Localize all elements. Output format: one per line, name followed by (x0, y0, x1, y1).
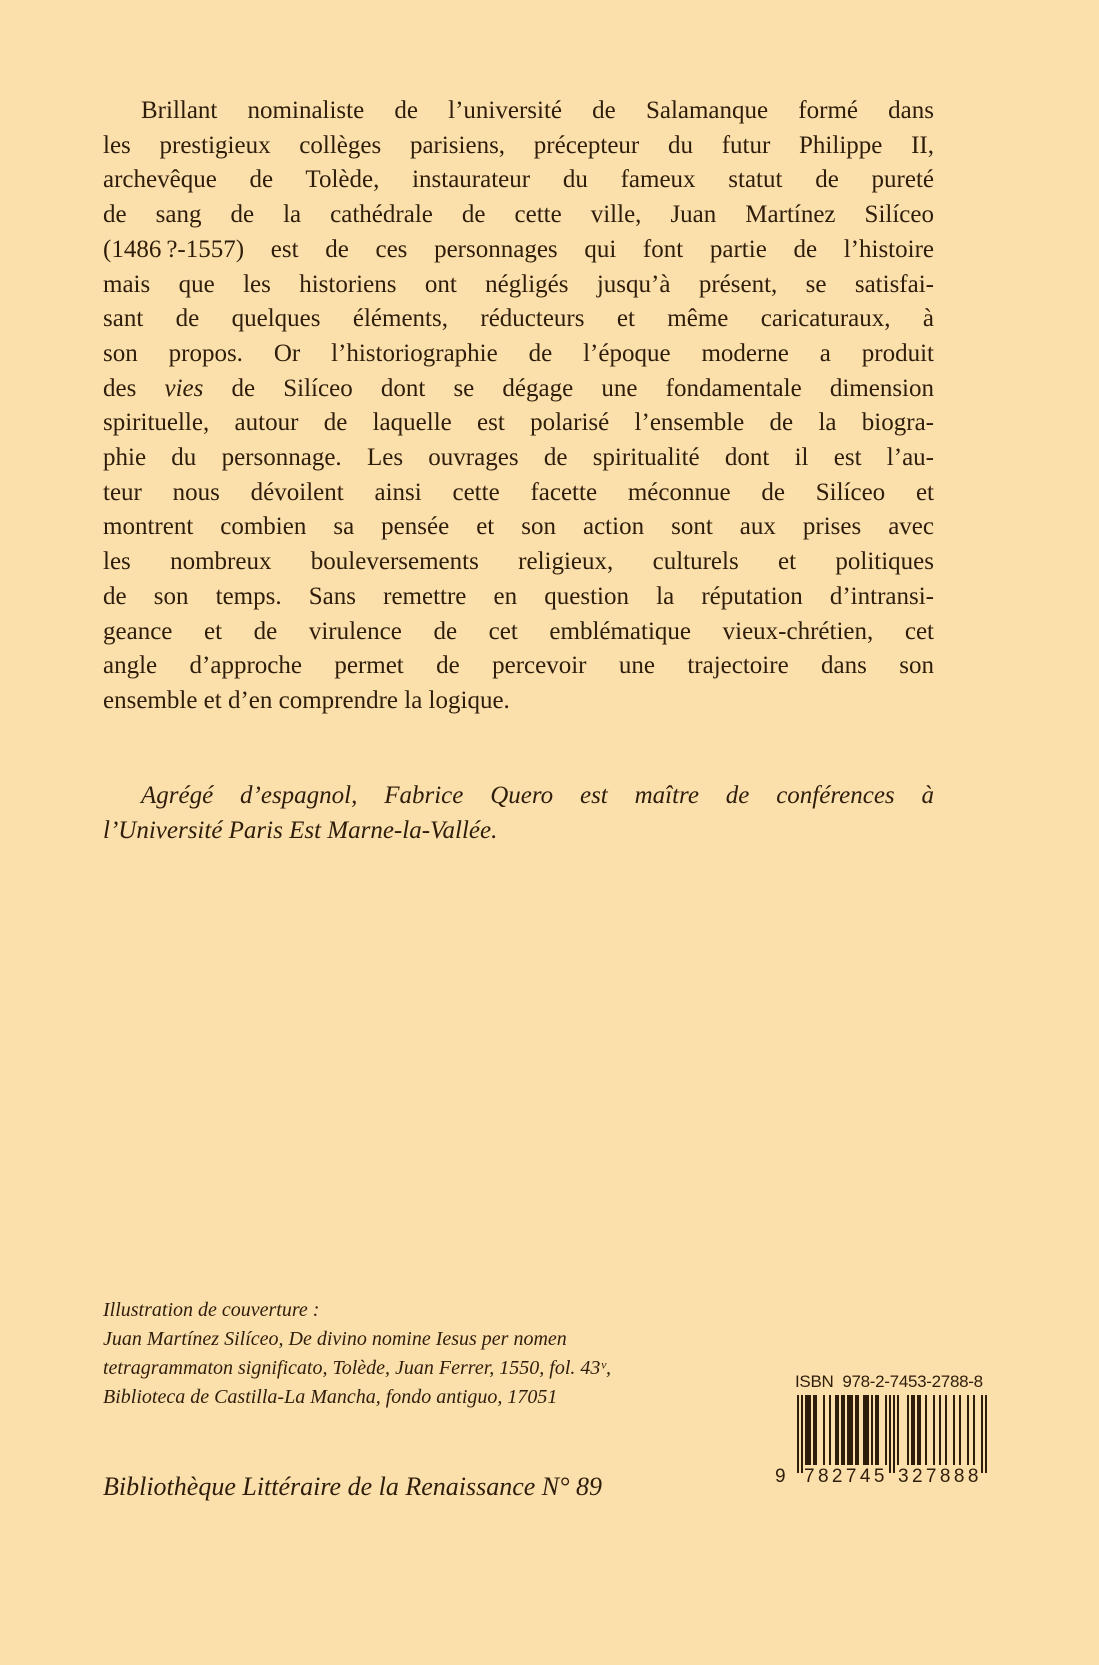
isbn-block (775, 1372, 1000, 1500)
isbn-number: ISBN 978-2-7453-2788-8 (795, 1372, 983, 1391)
text-line: l’Université Paris Est Marne-la-Vallée. (103, 816, 498, 844)
text-line: de sang de la cathédrale de cette ville, Juan Martínez Silíceo (103, 201, 934, 229)
text-line: Brillant nominaliste de l’université de Salamanque formé dans (141, 97, 934, 124)
text-line: Illustration de couverture : (103, 1299, 320, 1321)
text-line: montrent combien sa pensée et son action sont aux prises avec (103, 513, 934, 541)
barcode-digit-first: 9 (775, 1466, 786, 1487)
cover-illustration-credit (103, 1296, 753, 1412)
text-line: archevêque de Tolède, instaurateur du fameux statut de pureté (103, 166, 934, 194)
barcode-digits-right: 327888 (898, 1466, 982, 1487)
text-line: Biblioteca de Castilla-La Mancha, fondo antiguo, 17051 (103, 1386, 558, 1408)
text-line: ensemble et d’en comprendre la logique. (103, 686, 510, 714)
text-line: mais que les historiens ont négligés jusqu’à présent, se satisfai- (103, 270, 934, 298)
text-line: les prestigieux collèges parisiens, précepteur du futur Philippe II, (103, 131, 934, 159)
text-line: angle d’approche permet de percevoir une trajectoire dans son (103, 652, 934, 680)
author-bio (103, 779, 934, 848)
text-line: son propos. Or l’historiographie de l’époque moderne a produit (103, 339, 934, 367)
text-line: Juan Martínez Silíceo, De divino nomine Iesus per nomen (103, 1328, 567, 1350)
text-line: spirituelle, autour de laquelle est polarisé l’ensemble de la biogra- (103, 409, 934, 437)
synopsis-paragraph (103, 94, 934, 719)
text-line: teur nous dévoilent ainsi cette facette méconnue de Silíceo et (103, 478, 934, 506)
text-line: (1486 ?-1557) est de ces personnages qui font partie de l’histoire (103, 235, 934, 263)
text-line: les nombreux bouleversements religieux, culturels et politiques (103, 548, 934, 576)
text-line: de son temps. Sans remettre en question la réputation d’intransi- (103, 582, 934, 610)
text-line: phie du personnage. Les ouvrages de spiritualité dont il est l’au- (103, 444, 934, 472)
barcode-digits-left: 782745 (804, 1466, 888, 1487)
series-title: Bibliothèque Littéraire de la Renaissance N° 89 (103, 1472, 603, 1501)
ean13-barcode (797, 1395, 987, 1475)
text-line: tetragrammaton significato, Tolède, Juan Ferrer, 1550, fol. 43ᵛ, (103, 1357, 611, 1379)
text-line: geance et de virulence de cet emblématique vieux-chrétien, cet (103, 617, 934, 645)
text-line: sant de quelques éléments, réducteurs et même caricaturaux, à (103, 305, 934, 333)
text-line: Agrégé d’espagnol, Fabrice Quero est maître de conférences à (141, 782, 934, 809)
text-line: des vies de Silíceo dont se dégage une fondamentale dimension (103, 374, 934, 402)
